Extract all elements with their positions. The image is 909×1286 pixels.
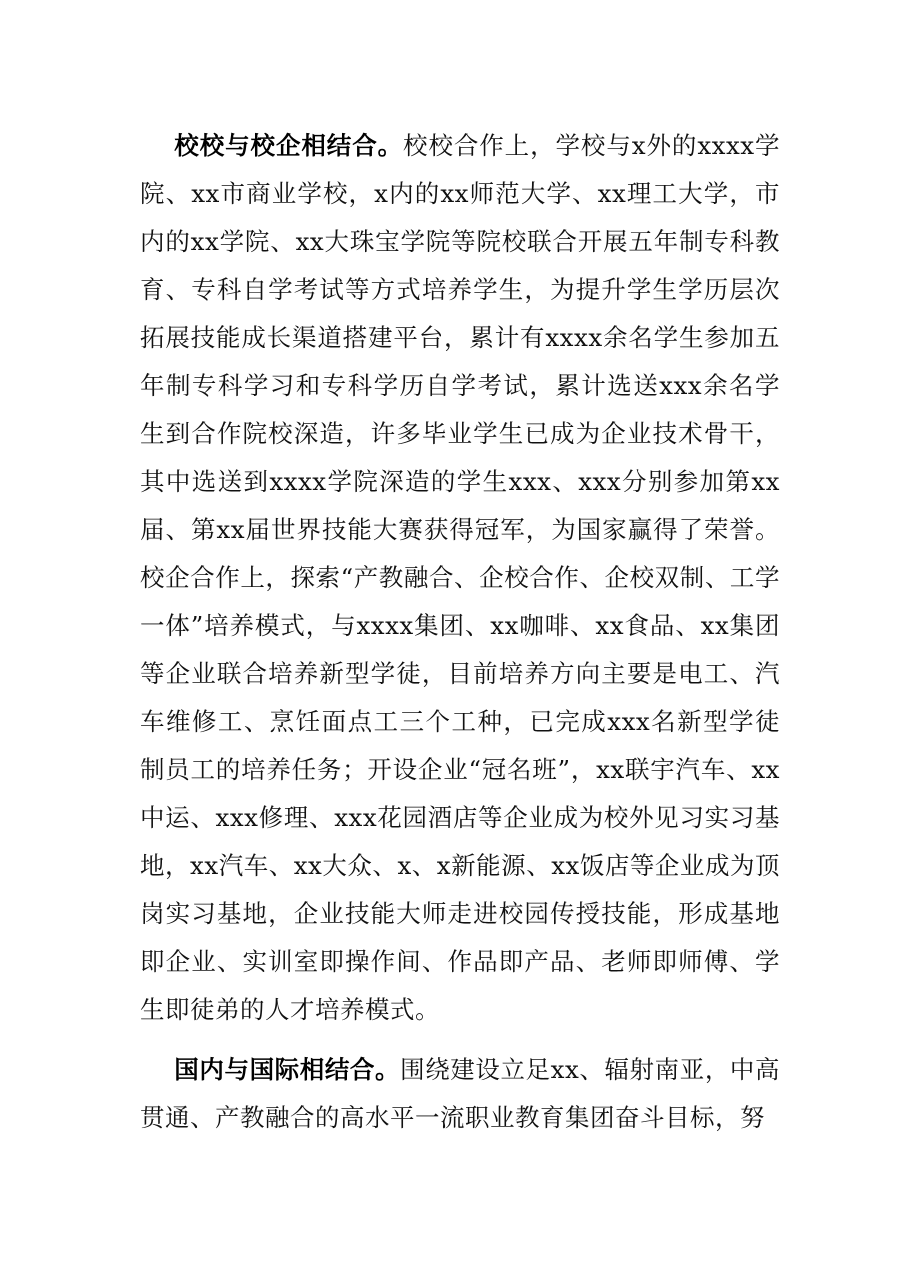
paragraph-heading: 国内与国际相结合。: [174, 1055, 401, 1084]
document-body: [140, 122, 780, 1142]
paragraph-heading: 校校与校企相结合。: [174, 131, 404, 160]
paragraph-text: 校校合作上，学校与x外的xxxx学院、xx市商业学校，x内的xx师范大学、xx理工大学，市内的xx学院、xx大珠宝学院等院校联合开展五年制专科教育、专科自学考试等方式培养学生，为提升学生学历层次拓展技能成长渠道搭建平台，累计有xxxx余名学生参加五年制专科学习和专科学历自学考试，累计选送xxx余名学生到合作院校深造，许多毕业学生已成为企业技术骨干，其中选送到xxxx学院深造的学生xxx、xxx分别参加第xx届、第xx届世界技能大赛获得冠军，为国家赢得了荣誉。校企合作上，探索“产教融合、企校合作、企校双制、工学一体”培养模式，与xxxx集团、xx咖啡、xx食品、xx集团等企业联合培养新型学徒，目前培养方向主要是电工、汽车维修工、烹饪面点工三个工种，已完成xxx名新型学徒制员工的培养任务；开设企业“冠名班”，xx联宇汽车、xx中运、xxx修理、xxx花园酒店等企业成为校外见习实习基地，xx汽车、xx大众、x、x新能源、xx饭店等企业成为顶岗实习基地，企业技能大师走进校园传授技能，形成基地即企业、实训室即操作间、作品即产品、老师即师傅、学生即徒弟的人才培养模式。: [140, 131, 780, 1024]
paragraph-text: 围绕建设立足xx、辐射南亚，中高贯通、产教融合的高水平一流职业教育集团奋斗目标，努: [140, 1055, 780, 1132]
paragraph-domestic-international: [140, 1046, 780, 1142]
paragraph-school-enterprise: [140, 122, 780, 1034]
